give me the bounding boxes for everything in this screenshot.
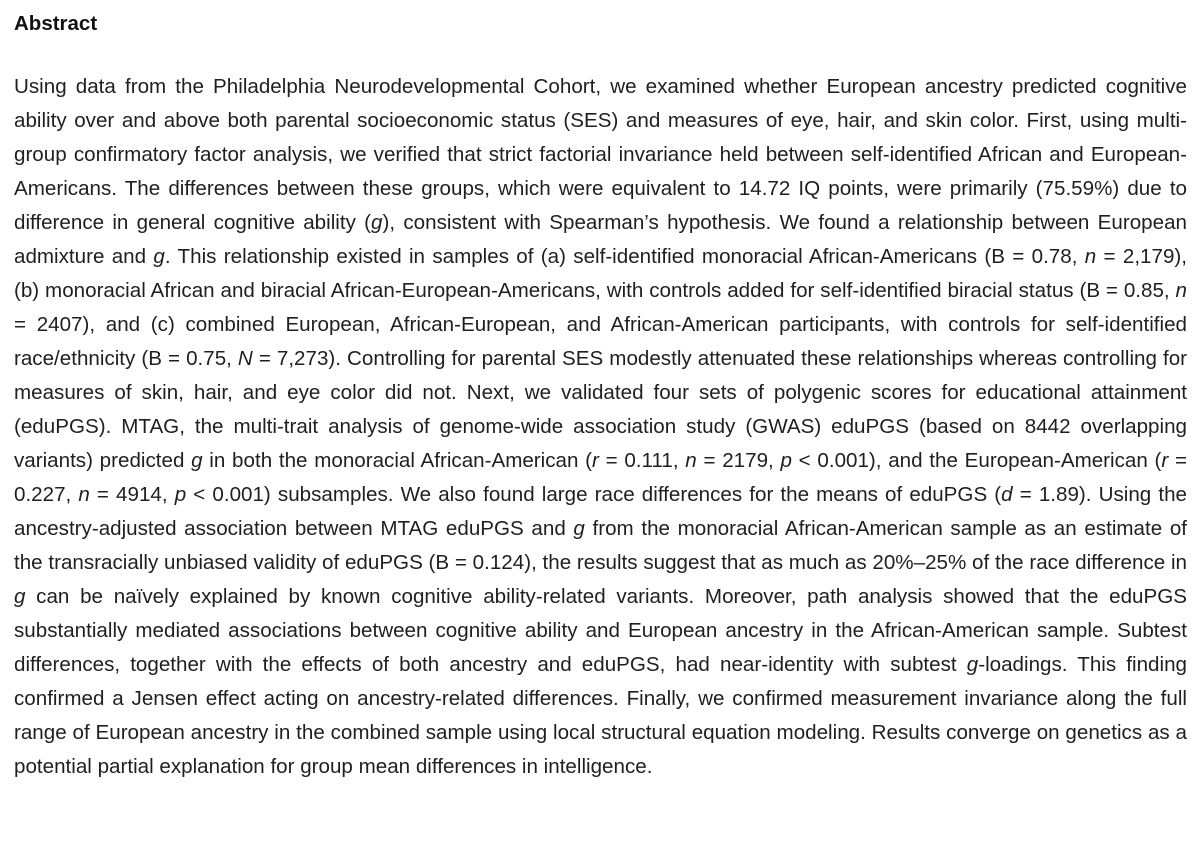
symbol-n: n [685,449,697,472]
abstract-text: = 2179, [696,449,781,472]
symbol-p: p [174,483,187,506]
symbol-p: p [780,449,792,472]
symbol-d: d [1001,483,1013,506]
symbol-n: n [1175,279,1187,302]
abstract-text: Using data from the Philadelphia Neurodevelopmental Cohort, we examined whether European ancestry predicted cognitive ability over and above both parental socioeconomic status (SES) and measures of eye, hair, and skin color. First, using multi-group confirmatory factor analysis, we verified that strict factorial invariance held between self-identified African and European-Americans. The differences between these groups, which were equivalent to 14.72 IQ points, were primarily (75.59%) due to difference in general cognitive ability ( [14,75,1187,234]
abstract-text: = 0.111, [598,449,686,472]
symbol-g: g [573,517,585,540]
symbol-r: r [1161,449,1169,472]
symbol-g: g [191,449,203,472]
abstract-text: < 0.001) subsamples. We also found large race differences for the means of eduPGS ( [186,483,1002,506]
abstract-text: -loadings. This finding confirmed a Jensen effect acting on ancestry-related differences. Finally, we confirmed measurement invariance along the full range of European ancestry in the combined sample using local structural equation modeling. Results converge on genetics as a potential partial explanation for group mean differences in intelligence. [14,653,1187,778]
symbol-r: r [592,449,599,472]
abstract-text: = 1.89). Using the ancestry-adjusted association between MTAG eduPGS and [14,483,1187,540]
abstract-text: from the monoracial African-American sample as an estimate of the transracially unbiased validity of eduPGS (B = 0.124), the results suggest that as much as 20%–25% of the race difference in [14,517,1187,574]
symbol-n: n [1084,245,1097,268]
symbol-N: N [237,347,253,370]
abstract-text: = 2,179), (b) monoracial African and biracial African-European-Americans, with controls added for self-identified biracial status (B = 0.85, [14,245,1187,302]
symbol-g: g [371,211,383,234]
abstract-text: = 4914, [89,483,175,506]
abstract-text: in both the monoracial African-American ( [202,449,593,472]
symbol-g: g [14,585,26,608]
symbol-g: g [153,245,165,268]
abstract-heading: Abstract [14,12,98,35]
abstract-text: . This relationship existed in samples of (a) self-identified monoracial African-Americans (B = 0.78, [164,245,1085,268]
document-page [14,0,1187,784]
abstract-text: = 7,273). Controlling for parental SES modestly attenuated these relationships whereas controlling for measures of skin, hair, and eye color did not. Next, we validated four sets of polygenic scores for educational attainment (eduPGS). MTAG, the multi-trait analysis of genome-wide association study (GWAS) eduPGS (based on 8442 overlapping variants) predicted [14,347,1187,472]
abstract-paragraph [14,70,1187,784]
abstract-text: ), consistent with Spearman’s hypothesis. We found a relationship between European admixture and [14,211,1187,268]
symbol-n: n [78,483,90,506]
abstract-text: can be naïvely explained by known cognitive ability-related variants. Moreover, path analysis showed that the eduPGS substantially mediated associations between cognitive ability and European ancestry in the African-American sample. Subtest differences, together with the effects of both ancestry and eduPGS, had near-identity with subtest [14,585,1187,676]
abstract-text: = 0.227, [14,449,1187,506]
symbol-g: g [966,653,979,676]
abstract-text: < 0.001), and the European-American ( [791,449,1162,472]
abstract-text: = 2407), and (c) combined European, African-European, and African-American participants, with controls for self-identified race/ethnicity (B = 0.75, [14,313,1187,370]
